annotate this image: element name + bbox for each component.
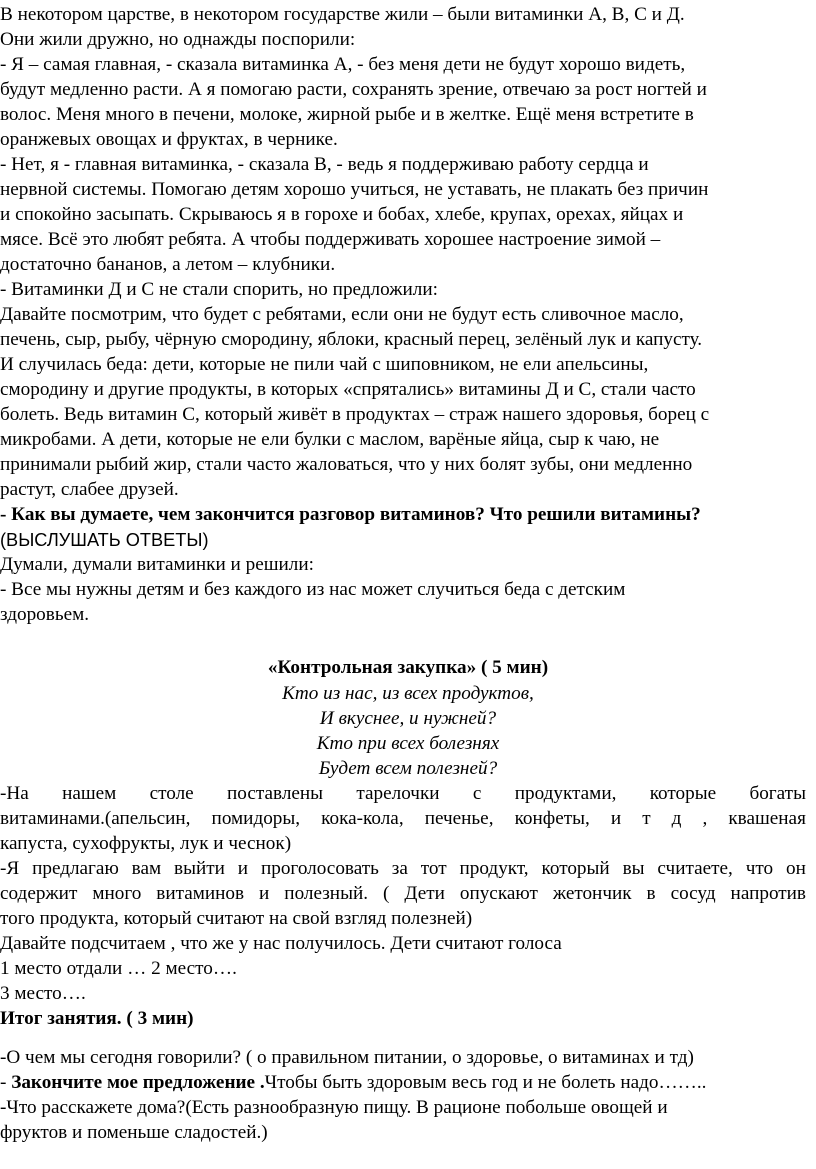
word: витаминами.(апельсин,: [0, 808, 191, 829]
word: т: [642, 808, 651, 829]
word: витаминов: [156, 883, 245, 904]
word: за: [391, 858, 408, 879]
word: квашеная: [728, 808, 806, 829]
discussion-question: - Как вы думаете, чем закончится разговор витаминов? Что решили витамины?: [0, 504, 701, 525]
word: кока-кола,: [321, 808, 404, 829]
decision-line: Думали, думали витаминки и решили:: [0, 554, 314, 575]
word: полезный.: [284, 883, 369, 904]
word: продуктами,: [514, 783, 617, 804]
table-paragraph-line: [0, 807, 806, 831]
story-line: нервной системы. Помогаю детям хорошо учиться, не уставать, не плакать без причин: [0, 179, 709, 200]
summary-line: -О чем мы сегодня говорили? ( о правильном питании, о здоровье, о витаминах и тд): [0, 1047, 694, 1068]
story-line: болеть. Ведь витамин С, который живёт в продуктах – страж нашего здоровья, борец с: [0, 404, 710, 425]
word: д: [671, 808, 682, 829]
word: -На: [0, 783, 29, 804]
story-line: - Нет, я - главная витаминка, - сказала В, - ведь я поддерживаю работу сердца и: [0, 154, 649, 175]
word: много: [92, 883, 142, 904]
vote-paragraph-line: [0, 857, 806, 881]
count-line: Давайте подсчитаем , что же у нас получилось. Дети считают голоса: [0, 933, 562, 954]
word: тарелочки: [356, 783, 440, 804]
decision-line: здоровьем.: [0, 604, 90, 625]
summary-bold: Закончите мое предложение .: [11, 1072, 265, 1093]
word: (: [383, 883, 390, 904]
word: проголосовать: [260, 858, 379, 879]
word: с: [472, 783, 482, 804]
story-line: смородину и другие продукты, в которых «спрятались» витамины Д и С, стали часто: [0, 379, 696, 400]
story-line: волос. Меня много в печени, молоке, жирной рыбе и в желтке. Ещё меня встретите в: [0, 104, 694, 125]
word: он: [785, 858, 806, 879]
word: продукт,: [459, 858, 529, 879]
vote-paragraph-line: [0, 882, 806, 906]
word: богаты: [749, 783, 806, 804]
poem-line: Кто при всех болезнях: [316, 733, 500, 754]
word: в: [646, 883, 656, 904]
word: и: [259, 883, 270, 904]
story-line: достаточно бананов, а летом – клубники.: [0, 254, 336, 275]
summary-line: фруктов и поменьше сладостей.): [0, 1122, 268, 1143]
table-paragraph-line: капуста, сухофрукты, лук и чеснок): [0, 833, 292, 854]
word: вы: [622, 858, 645, 879]
story-line: мясе. Всё это любят ребята. А чтобы поддерживать хорошее настроение зимой –: [0, 229, 661, 250]
summary-line: [0, 1071, 706, 1095]
word: столе: [149, 783, 194, 804]
poem-line: И вкуснее, и нужней?: [319, 708, 497, 729]
summary-line: -Что расскажете дома?(Есть разнообразную пищу. В рационе побольше овощей и: [0, 1097, 668, 1118]
vote-paragraph-line: того продукта, который считают на свой взгляд полезней): [0, 908, 473, 929]
story-line: печень, сыр, рыбу, чёрную смородину, яблоки, красный перец, зелёный лук и капусту.: [0, 329, 703, 350]
places-line: 3 место….: [0, 983, 86, 1004]
word: тот: [420, 858, 447, 879]
word: вам: [131, 858, 162, 879]
word: и: [610, 808, 622, 829]
summary-rest: Чтобы быть здоровым весь год и не болеть надо……..: [264, 1072, 707, 1093]
word: конфеты,: [514, 808, 590, 829]
story-line: оранжевых овощах и фруктах, в чернике.: [0, 129, 338, 150]
word: что: [745, 858, 774, 879]
word: жетончик: [552, 883, 632, 904]
word: опускают: [459, 883, 538, 904]
word: поставлены: [227, 783, 324, 804]
poem-line: Будет всем полезней?: [318, 758, 498, 779]
word: Дети: [404, 883, 445, 904]
places-line: 1 место отдали … 2 место….: [0, 958, 237, 979]
word: напротив: [730, 883, 806, 904]
listen-note: (ВЫСЛУШАТЬ ОТВЕТЫ): [0, 530, 209, 550]
word: и: [237, 858, 249, 879]
word: помидоры,: [211, 808, 301, 829]
table-paragraph-line: [0, 782, 806, 806]
story-line: принимали рыбий жир, стали часто жаловаться, что у них болят зубы, они медленно: [0, 454, 693, 475]
summary-prefix: -: [0, 1072, 12, 1093]
poem-line: Кто из нас, из всех продуктов,: [282, 683, 534, 704]
story-line: растут, слабее друзей.: [0, 479, 179, 500]
word: предлагаю: [32, 858, 119, 879]
story-line: В некотором царстве, в некотором государстве жили – были витаминки А, В, С и Д.: [0, 4, 685, 25]
story-line: и спокойно засыпать. Скрываюсь я в горохе и бобах, хлебе, крупах, орехах, яйцах и: [0, 204, 684, 225]
word: считаете,: [657, 858, 733, 879]
section-title: «Контрольная закупка» ( 5 мин): [267, 657, 549, 678]
summary-title: Итог занятия. ( 3 мин): [0, 1008, 194, 1029]
story-line: Они жили дружно, но однажды поспорили:: [0, 29, 356, 50]
word: нашем: [62, 783, 117, 804]
word: содержит: [0, 883, 78, 904]
decision-line: - Все мы нужны детям и без каждого из нас может случиться беда с детским: [0, 579, 626, 600]
story-line: микробами. А дети, которые не ели булки с маслом, варёные яйца, сыр к чаю, не: [0, 429, 660, 450]
word: ,: [702, 808, 708, 829]
story-line: И случилась беда: дети, которые не пили чай с шиповником, не ели апельсины,: [0, 354, 649, 375]
word: выйти: [174, 858, 225, 879]
story-line: - Витаминки Д и С не стали спорить, но предложили:: [0, 279, 438, 300]
story-line: Давайте посмотрим, что будет с ребятами, если они не будут есть сливочное масло,: [0, 304, 684, 325]
word: -Я: [0, 858, 20, 879]
word: сосуд: [670, 883, 716, 904]
story-line: - Я – самая главная, - сказала витаминка А, - без меня дети не будут хорошо видеть,: [0, 54, 686, 75]
word: печенье,: [424, 808, 494, 829]
word: которые: [649, 783, 717, 804]
story-line: будут медленно расти. А я помогаю расти, сохранять зрение, отвечаю за рост ногтей и: [0, 79, 707, 100]
word: который: [541, 858, 610, 879]
